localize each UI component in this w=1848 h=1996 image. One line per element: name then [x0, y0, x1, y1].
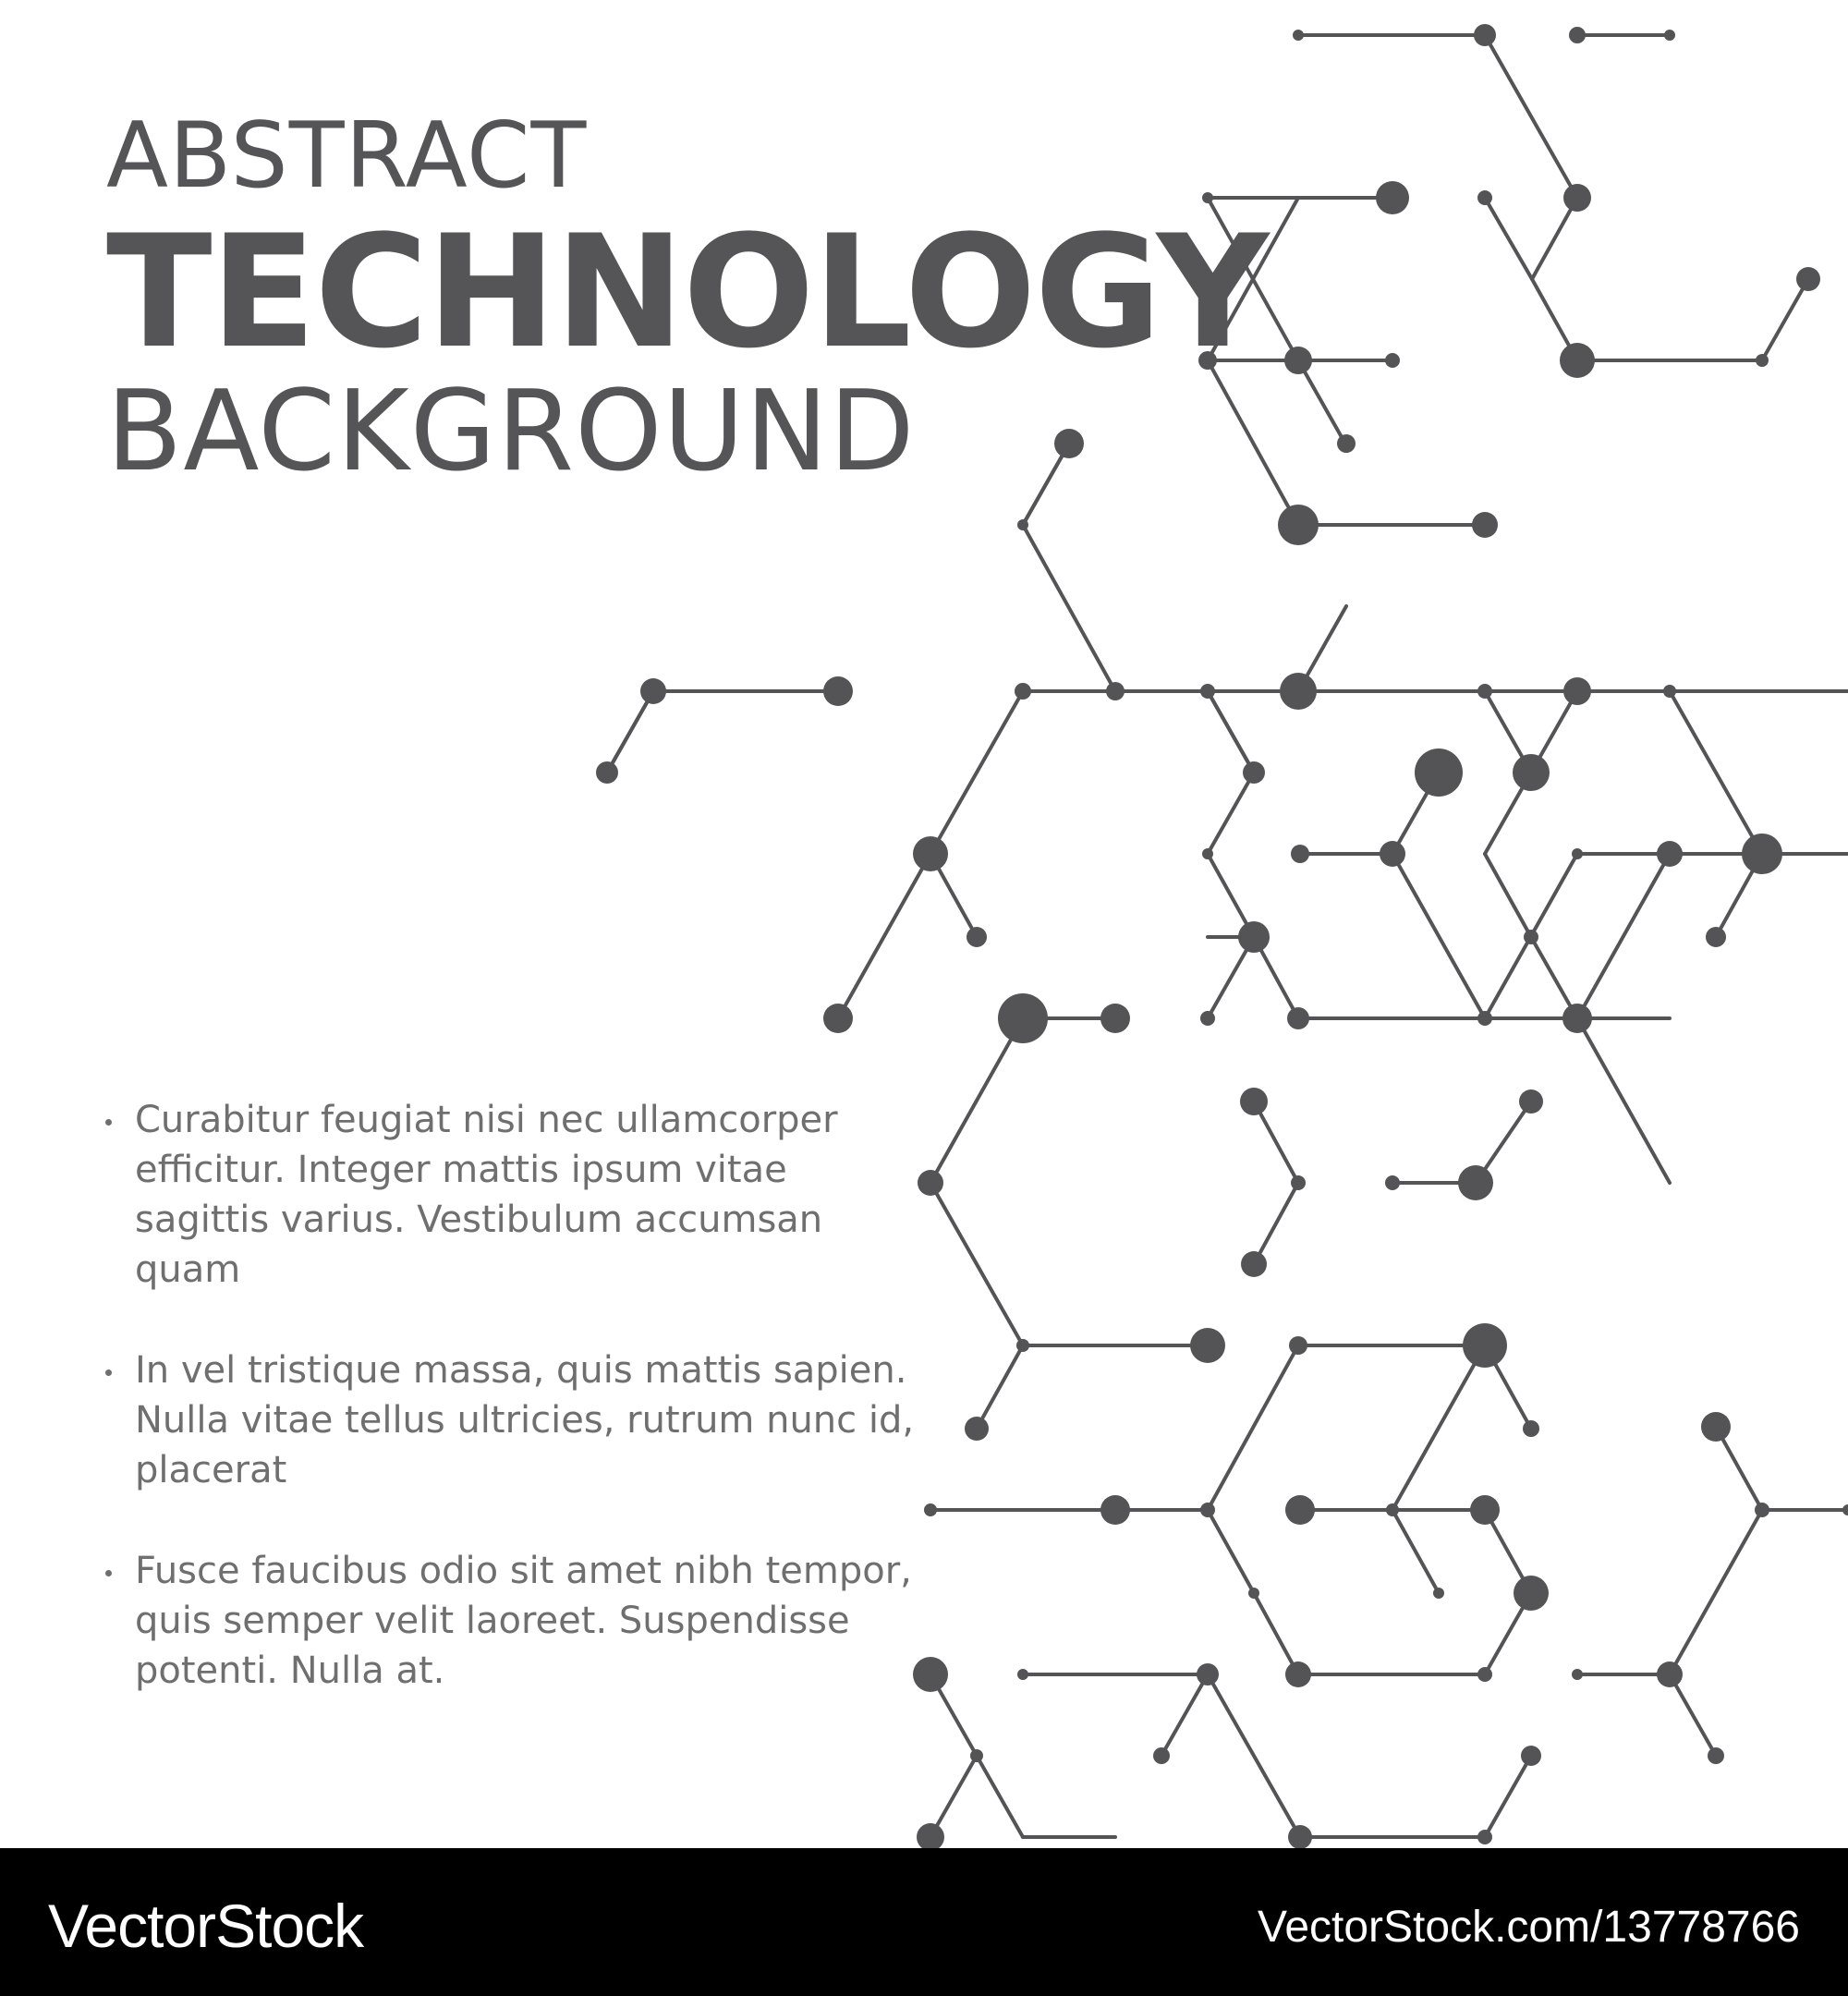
bullet-item-3: Fusce faucibus odio sit amet nibh tempor, quis semper velit laoreet. Suspendisse potenti. Nulla at.: [100, 1546, 931, 1696]
network-link: [1254, 1593, 1298, 1674]
network-node: [1238, 921, 1270, 953]
network-node: [917, 1823, 944, 1848]
network-node: [1385, 353, 1400, 368]
network-node: [1708, 1747, 1724, 1764]
network-node: [1477, 1830, 1492, 1844]
footer-url: VectorStock.com/13778766: [1257, 1903, 1800, 1952]
network-node: [1200, 1011, 1215, 1026]
network-node: [1472, 512, 1498, 538]
network-node: [1016, 1339, 1029, 1352]
network-link: [1208, 773, 1254, 854]
network-link: [1577, 854, 1670, 1018]
network-node: [1291, 845, 1309, 863]
network-node: [1100, 1495, 1130, 1525]
network-node: [1563, 677, 1591, 705]
network-link: [1485, 35, 1577, 198]
network-node: [1240, 1088, 1268, 1115]
network-node: [1385, 1175, 1400, 1190]
network-link: [1485, 1756, 1531, 1837]
network-node: [1521, 1746, 1541, 1766]
network-node: [1842, 1504, 1848, 1515]
network-node: [823, 676, 853, 706]
network-node: [1470, 1495, 1500, 1525]
network-node: [1706, 927, 1726, 947]
network-link: [1532, 198, 1577, 279]
network-node: [1477, 190, 1492, 205]
title-background: BACKGROUND: [106, 368, 916, 496]
network-node: [1288, 1825, 1312, 1848]
network-node: [1474, 24, 1496, 46]
title-technology: TECHNOLOGY: [106, 201, 1268, 383]
network-link: [930, 1183, 1023, 1345]
network-node: [1477, 684, 1492, 699]
network-node: [1243, 761, 1265, 784]
network-link: [930, 1018, 1023, 1183]
network-node: [1291, 1175, 1306, 1190]
network-node: [1197, 1663, 1219, 1686]
network-node: [1433, 1588, 1444, 1599]
network-link: [1254, 1101, 1298, 1183]
network-node: [1278, 505, 1319, 545]
network-node: [998, 993, 1048, 1043]
title-abstract: ABSTRACT: [106, 103, 588, 209]
network-link: [1670, 691, 1762, 854]
network-node: [1100, 1004, 1130, 1033]
network-link: [1298, 360, 1346, 445]
network-node: [1017, 1669, 1028, 1680]
network-node: [1386, 1503, 1399, 1516]
network-node: [970, 1749, 983, 1762]
network-link: [977, 1345, 1023, 1429]
network-node: [1572, 848, 1583, 859]
network-node: [1657, 1661, 1683, 1687]
network-node: [967, 927, 987, 947]
network-link: [1392, 854, 1485, 1018]
network-node: [1523, 1420, 1539, 1437]
network-node: [1562, 1004, 1592, 1033]
network-node: [1200, 684, 1215, 699]
network-node: [1285, 1661, 1311, 1687]
network-link: [1485, 854, 1531, 937]
bullet-item-2: In vel tristique massa, quis mattis sapien. Nulla vitae tellus ultricies, rutrum nunc id, placerat: [100, 1345, 931, 1495]
network-node: [640, 678, 666, 704]
network-node: [1796, 267, 1820, 291]
network-node: [1569, 27, 1586, 43]
network-node: [1241, 1251, 1267, 1277]
network-node: [1560, 343, 1595, 378]
network-link: [930, 1756, 977, 1837]
network-node: [596, 761, 618, 784]
network-node: [1756, 354, 1769, 367]
network-node: [1463, 1323, 1507, 1368]
network-node: [1376, 181, 1409, 214]
footer-bar: [0, 1848, 1848, 1996]
network-node: [1664, 30, 1675, 41]
network-node: [1015, 683, 1031, 700]
network-link: [1208, 360, 1298, 525]
network-node: [1742, 834, 1782, 874]
network-node: [965, 1417, 989, 1441]
network-link: [1208, 1345, 1298, 1510]
network-link: [930, 691, 1023, 854]
network-node: [1524, 930, 1538, 944]
network-node: [1415, 748, 1463, 797]
network-link: [1023, 525, 1115, 691]
network-node: [1514, 1576, 1549, 1611]
network-link: [1161, 1674, 1208, 1756]
network-node: [1106, 682, 1125, 700]
network-node: [913, 836, 948, 871]
network-node: [1054, 429, 1084, 458]
network-node: [1153, 1747, 1170, 1764]
network-node: [1563, 184, 1591, 212]
network-node: [1380, 841, 1405, 867]
network-link: [1254, 1183, 1298, 1264]
network-link: [607, 691, 653, 773]
network-node: [1458, 1165, 1493, 1200]
network-node: [1200, 1503, 1215, 1517]
network-node: [1337, 434, 1356, 453]
network-node: [1285, 1495, 1315, 1525]
network-link: [1670, 1674, 1716, 1756]
network-node: [1017, 519, 1028, 530]
network-link: [1392, 1510, 1439, 1593]
network-node: [1287, 1007, 1309, 1029]
bullet-item-1: Curabitur feugiat nisi nec ullamcorper efficitur. Integer mattis ipsum vitae sagittis varius. Vestibulum accumsan quam: [100, 1095, 931, 1295]
network-node: [823, 1004, 853, 1033]
network-link: [1392, 1345, 1485, 1510]
network-link: [838, 854, 930, 1018]
network-node: [1190, 1328, 1225, 1363]
network-link: [1485, 198, 1532, 279]
network-link: [1577, 1018, 1670, 1183]
network-link: [1208, 691, 1254, 773]
network-link: [1208, 1510, 1254, 1593]
network-node: [1663, 685, 1676, 698]
network-link: [1762, 279, 1808, 360]
footer-brand-logo: VectorStock: [48, 1892, 364, 1960]
network-node: [1284, 347, 1312, 374]
network-node: [1477, 1011, 1492, 1026]
network-node: [1755, 1503, 1769, 1517]
network-node: [1280, 673, 1317, 710]
network-node: [1202, 848, 1213, 859]
network-node: [1513, 754, 1550, 791]
network-node: [1477, 1667, 1492, 1682]
bullet-list: [100, 1095, 931, 1746]
network-link: [1670, 1510, 1762, 1674]
network-link: [1208, 1674, 1300, 1837]
network-node: [1293, 30, 1304, 41]
network-node: [1289, 1336, 1307, 1355]
network-link: [977, 1756, 1023, 1837]
network-node: [1657, 841, 1683, 867]
network-node: [1248, 1588, 1259, 1599]
network-node: [1701, 1412, 1731, 1442]
network-node: [1519, 1089, 1543, 1114]
network-node: [1572, 1669, 1583, 1680]
